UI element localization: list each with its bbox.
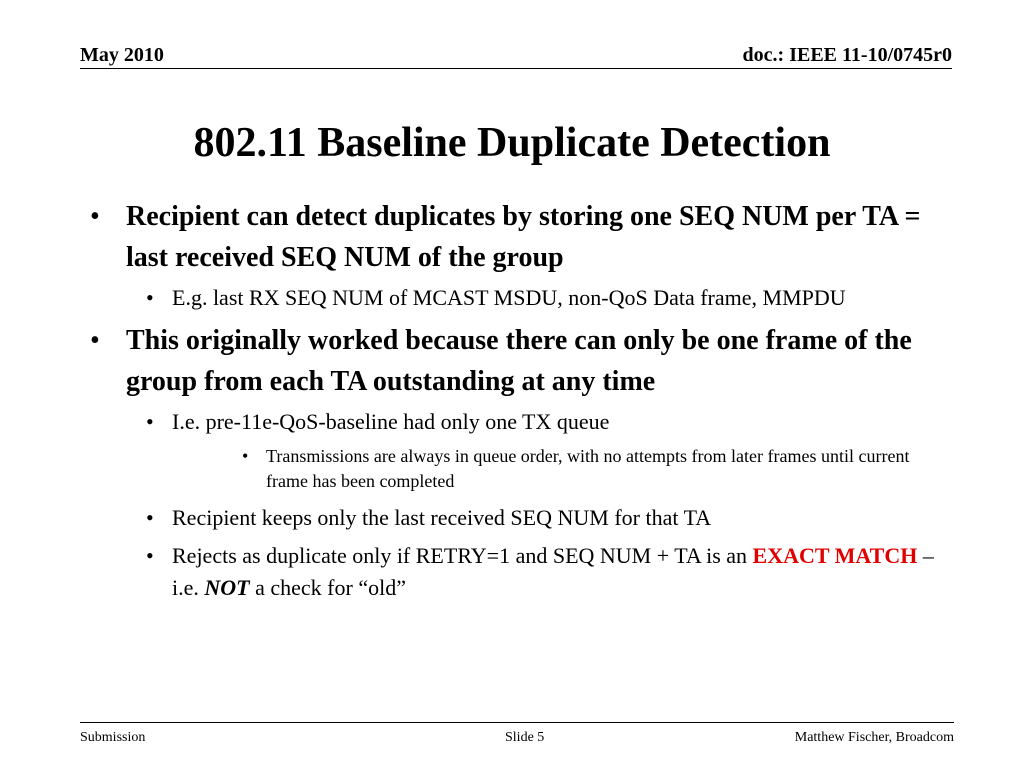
bullet-dot-icon: • <box>90 325 100 356</box>
header-doc-id: doc.: IEEE 11-10/0745r0 <box>742 44 952 66</box>
bullet-text: I.e. pre-11e-QoS-baseline had only one TX queue <box>172 409 610 434</box>
bullet-text: E.g. last RX SEQ NUM of MCAST MSDU, non-QoS Data frame, MMPDU <box>172 285 846 310</box>
bullet-text-part: – i.e. <box>172 543 934 600</box>
slide-title: 802.11 Baseline Duplicate Detection <box>193 120 831 166</box>
footer-slide-number: Slide 5 <box>505 730 545 745</box>
bullet-text: Recipient keeps only the last received SEQ NUM for that TA <box>172 505 712 530</box>
bullet-level2 <box>90 406 950 438</box>
bullet-dot-icon: • <box>242 446 249 466</box>
bullet-text-part: a check for “old” <box>249 575 406 600</box>
slide-content <box>90 196 950 610</box>
exact-match-emphasis: EXACT MATCH <box>752 543 918 568</box>
bullet-dot-icon: • <box>146 505 154 530</box>
slide-footer <box>80 722 954 747</box>
bullet-text: Recipient can detect duplicates by storing one SEQ NUM per TA = last received SEQ NUM of the group <box>126 201 921 273</box>
bullet-text: This originally worked because there can only be one frame of the group from each TA outstanding at any time <box>126 325 912 397</box>
bullet-level1 <box>90 320 950 402</box>
footer-submission: Submission <box>80 730 146 745</box>
bullet-dot-icon: • <box>146 409 154 434</box>
bullet-dot-icon: • <box>90 201 100 232</box>
header-date: May 2010 <box>80 44 164 66</box>
bullet-text: Transmissions are always in queue order, with no attempts from later frames until current frame has been completed <box>266 446 910 491</box>
slide-header <box>80 44 952 69</box>
bullet-text-part: Rejects as duplicate only if RETRY=1 and SEQ NUM + TA is an <box>172 543 748 568</box>
not-emphasis: NOT <box>204 575 250 600</box>
bullet-level1 <box>90 196 950 278</box>
bullet-level2 <box>90 282 950 314</box>
bullet-dot-icon: • <box>146 543 154 568</box>
footer-author: Matthew Fischer, Broadcom <box>794 730 954 745</box>
bullet-level2 <box>90 502 950 534</box>
bullet-level2 <box>90 540 950 604</box>
bullet-level3 <box>90 444 950 494</box>
bullet-dot-icon: • <box>146 285 154 310</box>
